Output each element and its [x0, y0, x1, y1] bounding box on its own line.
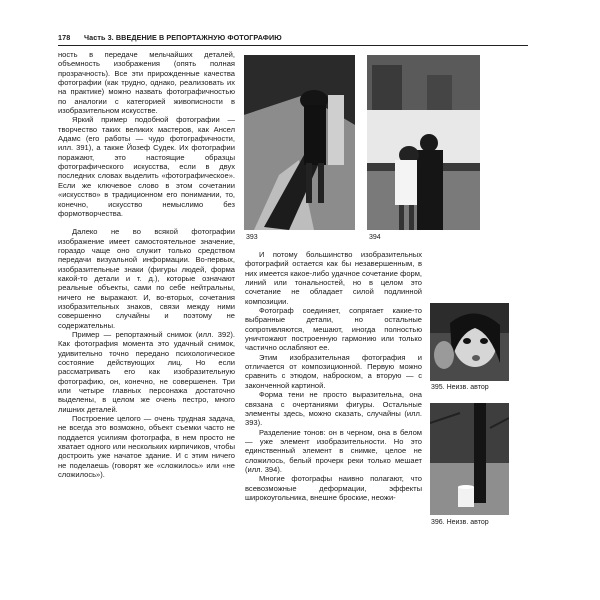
paragraph: Разделение тонов: он в черном, она в белом — уже элемент изобразительности. Но это единственный элемент в снимке, целое не сложилось, белый прочерк реки только мешает (илл. 394).: [245, 427, 422, 474]
paragraph: Форма тени не просто выразительна, она связана с очертаниями фигуры. Остальные элементы здесь, можно сказать, случайны (илл. 393).: [245, 390, 422, 428]
header-rule: [58, 45, 528, 46]
photo-393: [244, 55, 355, 230]
photo-394: [367, 55, 480, 230]
paragraph: И потому большинство изобразительных фотографий остается как бы незавершенным, в них имеется какое-либо удачное сочетание форм, линий или тональностей, но в целом это сочетание не обладает силой подлинной композиции.: [245, 250, 422, 306]
photo-396: [430, 403, 509, 515]
caption-396: 396. Неизв. автор: [431, 519, 489, 526]
paragraph: Пример — репортажный снимок (илл. 392). Как фотография момента это удачный снимок, удивительно точно передано психологическое состояние действующих лиц. Но если рассматривать его как изобразительную фотографию, он, конечно, не совершенен. Три или четыре главных персонажа достаточно выделены, в целом же очень пестро, много лишних деталей.: [58, 329, 235, 414]
paragraph: Яркий пример подобной фотографии — творчество таких великих мастеров, как Ансел Адамс (его работы — чудо фотографичности, илл. 391), а также Йозеф Судек. Их фотографии поражают, это настоящие образцы фотографического искусства, если в двух последних словах выделить «фотографическое». Если же ключевое слово в этом сочетании «искусство» в традиционном его понимании, то, конечно, искусство немыслимо без формотворчества.: [58, 115, 235, 218]
caption-394: 394: [369, 234, 381, 241]
caption-393: 393: [246, 234, 258, 241]
paragraph: Этим изобразительная фотография и отличается от композиционной. Первую можно сравнить с этюдом, наброском, а вторую — с законченной картиной.: [245, 352, 422, 390]
photo-395: [430, 303, 509, 381]
text-column-left: [58, 50, 235, 479]
paragraph: Фотограф соединяет, сопрягает какие-то выбранные детали, но остальные сопротивляются, мешают, иногда полностью уничтожают построенную гармонию или только частично ослабляют ее.: [245, 306, 422, 353]
caption-395: 395. Неизв. автор: [431, 384, 489, 391]
paragraph: Многие фотографы наивно полагают, что всевозможные деформации, эффекты широкоугольника, внешне броские, неожи-: [245, 474, 422, 502]
text-column-right: [245, 250, 422, 502]
running-title: Часть 3. ВВЕДЕНИЕ В РЕПОРТАЖНУЮ ФОТОГРАФИЮ: [84, 33, 282, 42]
paragraph: ность в передаче мельчайших деталей, объемность изображения (опять полная прозрачность). Все эти прирожденные качества фотографии (как трудно, однако, реализовать их на практике) можно назвать фотографичностью по аналогии с категорией живописности в изобразительном искусстве.: [58, 50, 235, 116]
paragraph: Построение целого — очень трудная задача, не всегда это возможно, объект съемки часто не поддается усилиям фотографа, в нем просто не хватает одного или нескольких кирпичиков, чтобы достроить уже начатое здание. И с этим ничего не поделаешь (говорят же «сложилось» или «не сложилось»).: [58, 414, 235, 480]
running-header: [58, 33, 528, 45]
page-number: 178: [58, 33, 71, 42]
paragraph: Далеко не во всякой фотографии изображение имеет самостоятельное значение, гораздо чаще оно служит только средством передачи визуальной информации. Во-первых, изобразительные знаки (фигуры людей, форма какой-то детали и т. д.), которые означают реальные объекты, сами по себе нейтральны, ничего не выражают. И, во-вторых, сочетания изобразительных знаков, связи между ними совершенно случайны и поэтому не содержательны.: [58, 227, 235, 330]
